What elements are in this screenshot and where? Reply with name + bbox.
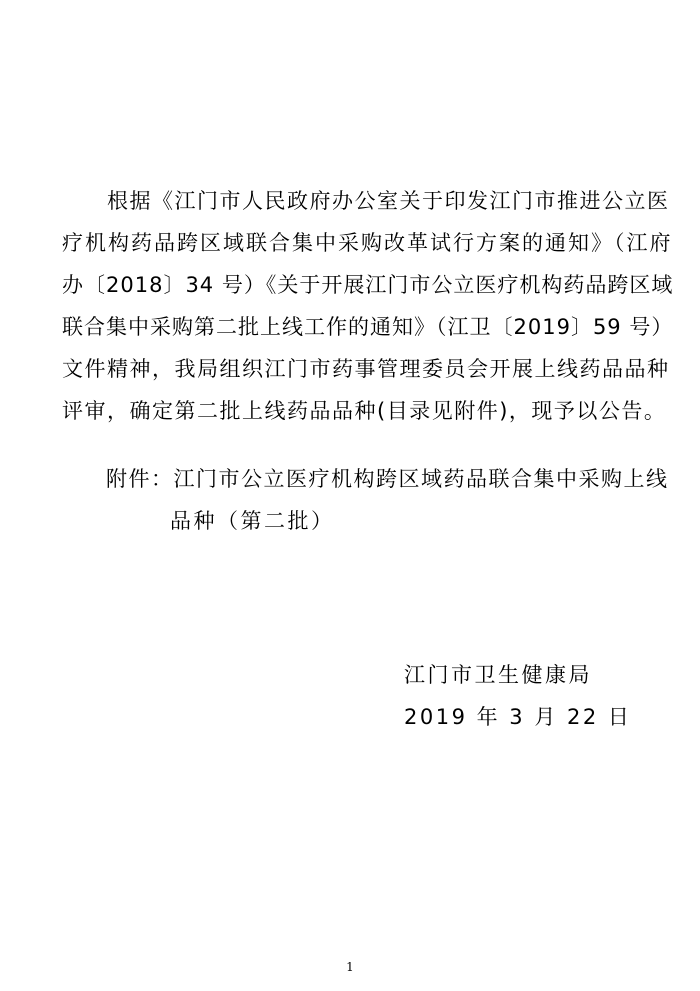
body-paragraph-line-5: 文件精神，我局组织江门市药事管理委员会开展上线药品品种 (62, 357, 670, 381)
body-paragraph-line-4: 联合集中采购第二批上线工作的通知》（江卫〔2019〕59 号） (62, 315, 674, 339)
body-paragraph-line-6: 评审，确定第二批上线药品品种(目录见附件)，现予以公告。 (62, 399, 667, 423)
body-paragraph-line-1: 根据《江门市人民政府办公室关于印发江门市推进公立医 (62, 189, 670, 213)
attachment-line-1: 附件：江门市公立医疗机构跨区域药品联合集中采购上线 (106, 467, 669, 491)
body-paragraph-line-2: 疗机构药品跨区域联合集中采购改革试行方案的通知》（江府 (62, 231, 673, 255)
attachment-line-2: 品种（第二批） (170, 509, 335, 533)
body-paragraph-line-3: 办〔2018〕34 号）《关于开展江门市公立医疗机构药品跨区域 (62, 273, 674, 297)
page-number: 1 (346, 960, 354, 974)
document-title-line-1 (0, 58, 700, 94)
document-title-line-2 (0, 100, 700, 136)
issuer-name: 江门市卫生健康局 (404, 663, 592, 687)
issue-date: 2019 年 3 月 22 日 (404, 705, 632, 729)
